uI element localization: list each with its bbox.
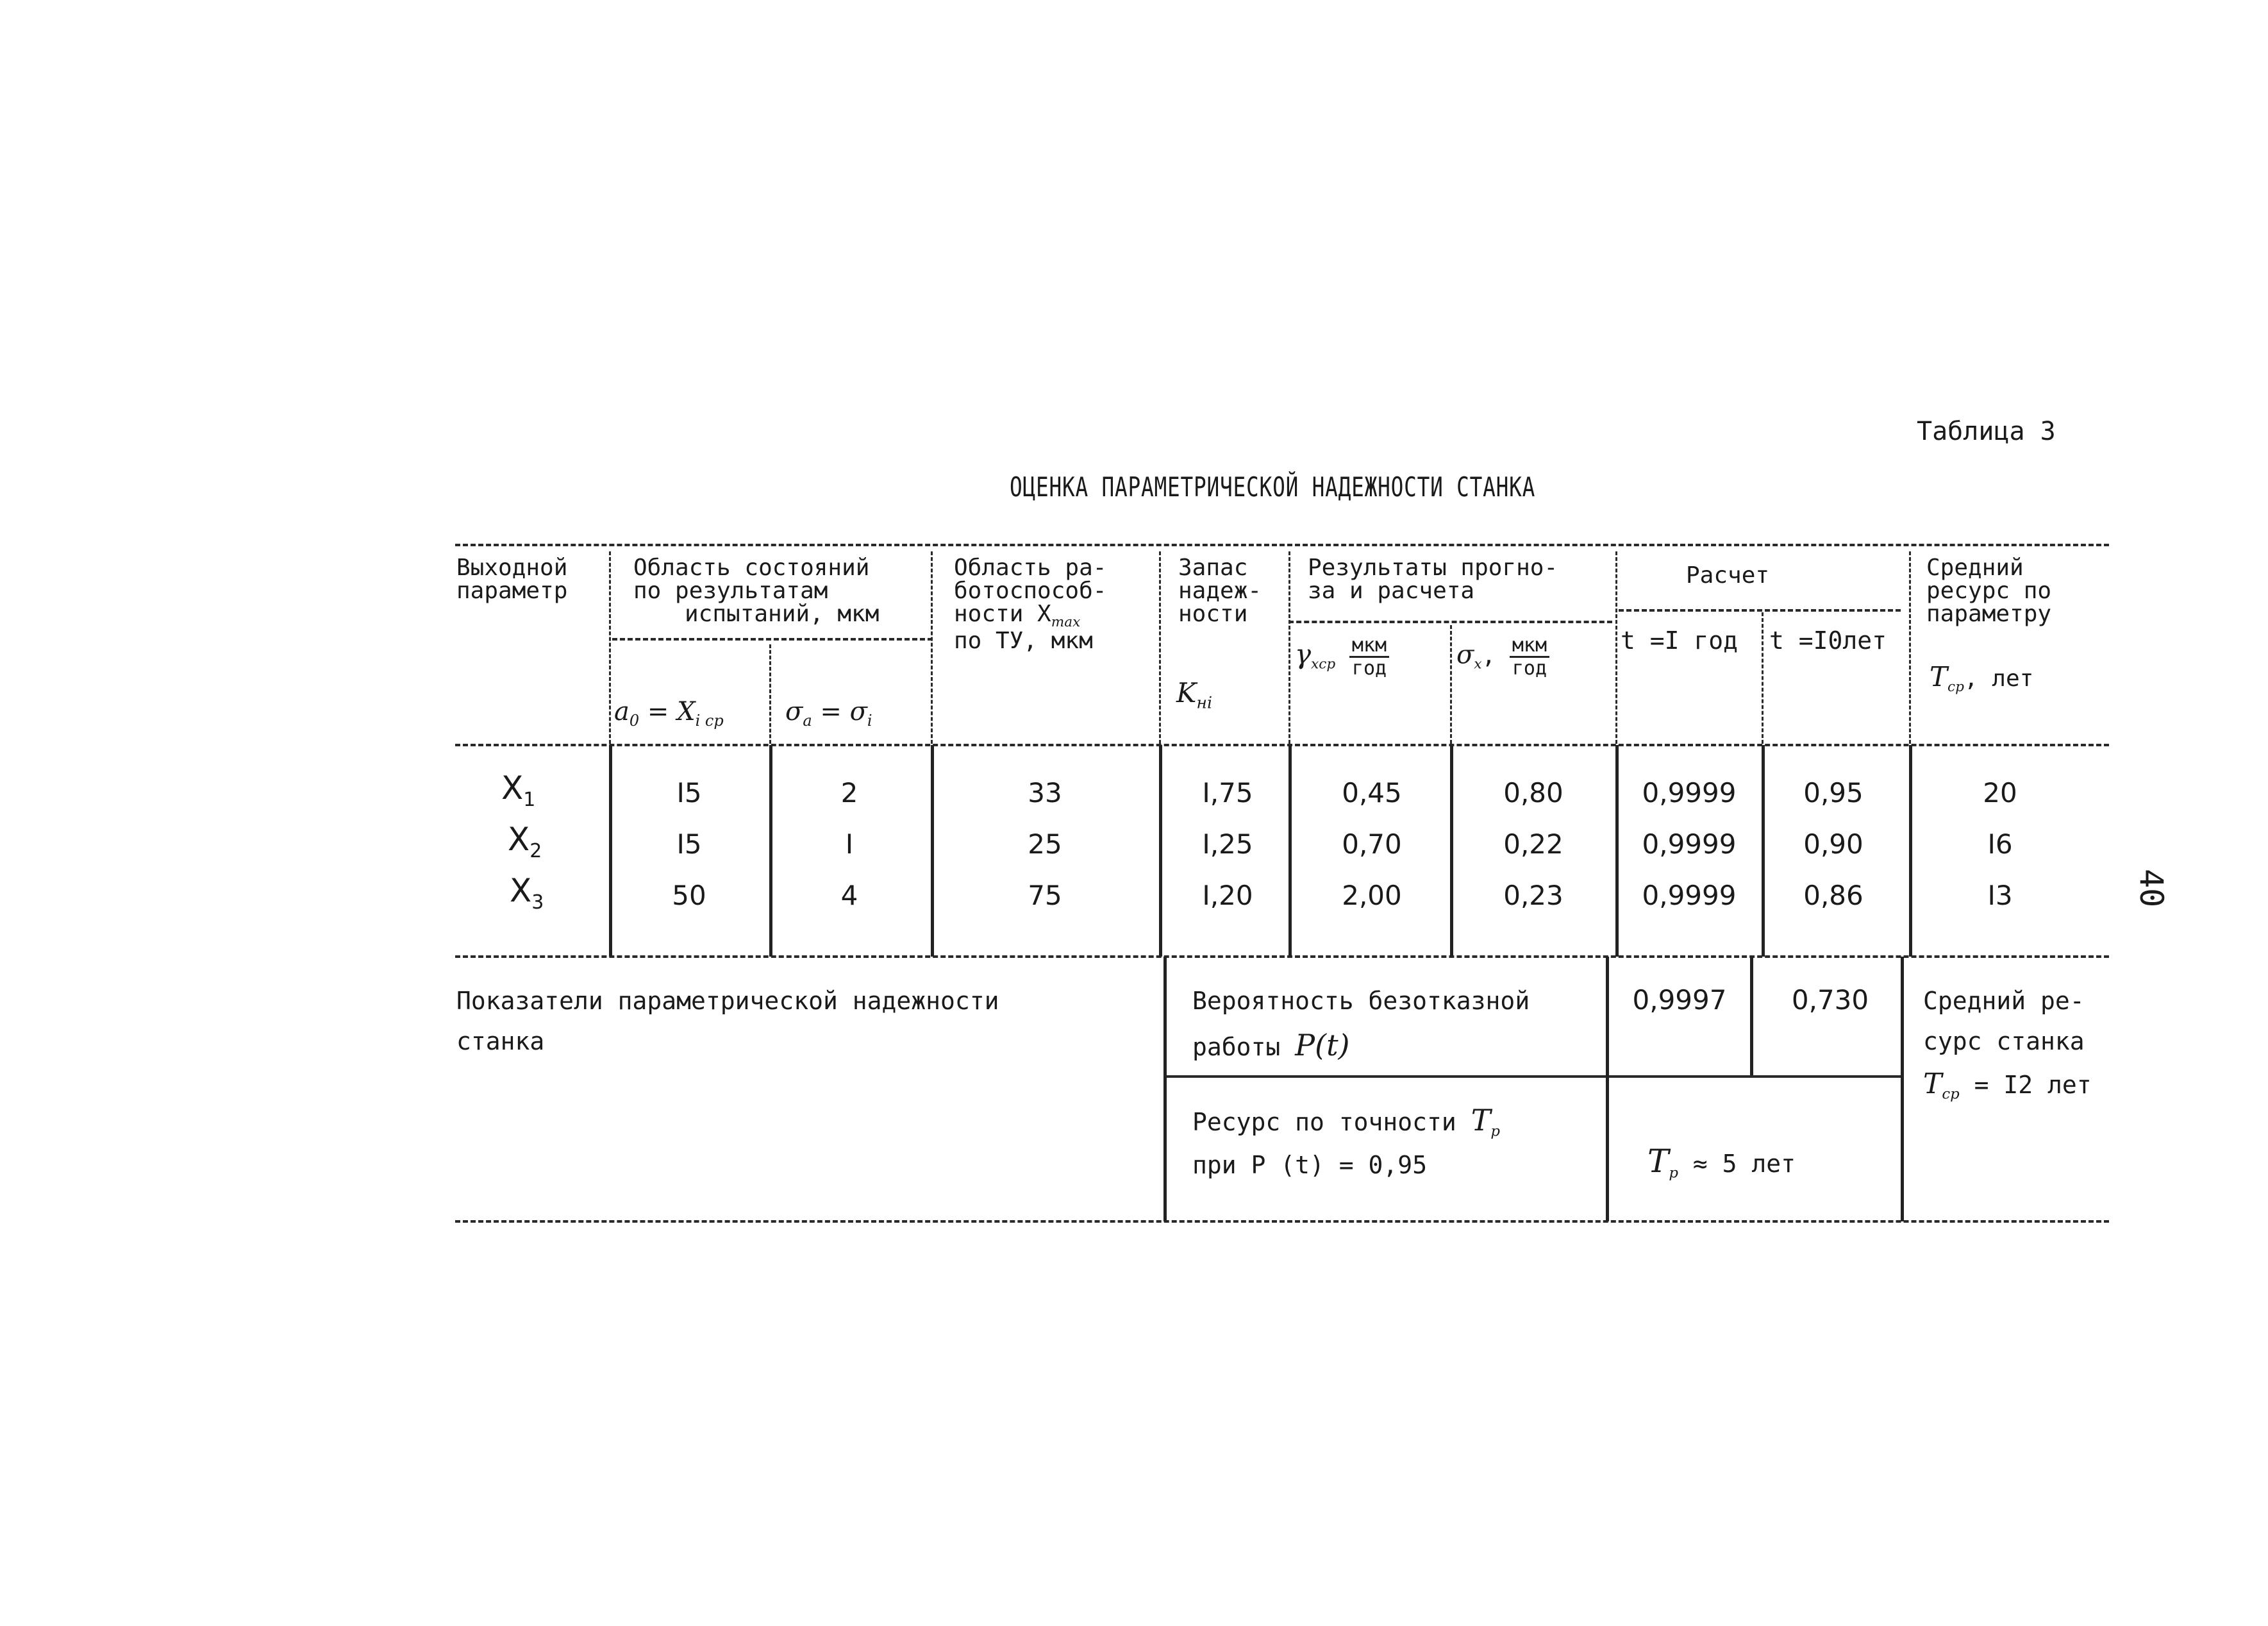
cell-gamma: 2,00 [1342, 880, 1402, 911]
rule-sub-col2 [612, 638, 933, 641]
header-col7-line3: параметру [1926, 601, 2052, 627]
header-col4-line3: ности [1178, 601, 1248, 627]
cell-sigma-x: 0,23 [1503, 880, 1563, 911]
vsep-h3 [931, 551, 933, 744]
rule-body-bottom [455, 955, 2109, 958]
summary-label [456, 981, 999, 1061]
row-label-sub: 3 [531, 891, 544, 914]
tcp-unit: , лет [1964, 666, 2034, 692]
sigma-x-sym: σ [1456, 640, 1474, 670]
header-col2-line2: по результатам [633, 578, 828, 604]
cell-gamma: 0,70 [1342, 828, 1402, 860]
probability-label [1192, 981, 1530, 1070]
tcp-sym: T [1930, 661, 1948, 692]
header-col4-line2: надеж- [1178, 578, 1262, 604]
a0-rhs: = X [647, 697, 696, 726]
resource-label-sub: p [1490, 1123, 1500, 1140]
average-resource-line2: сурс станка [1923, 1027, 2085, 1055]
probability-1-year: 0,9997 [1632, 984, 1727, 1016]
header-state-region [633, 557, 879, 626]
cell-a0: 50 [672, 880, 706, 911]
header-col5-line2: за и расчета [1308, 578, 1475, 604]
header-k-symbol [1176, 677, 1213, 712]
vsep-h2 [769, 644, 771, 744]
k-sub: нi [1196, 693, 1213, 712]
cell-sigma: 2 [840, 777, 858, 809]
header-col3-line3: ности X [954, 601, 1051, 627]
cell-sigma-x: 0,80 [1503, 777, 1563, 809]
resource-label-line2: при [1192, 1150, 1237, 1179]
vsep-h1 [609, 551, 611, 744]
vsep-b6 [1450, 745, 1453, 957]
header-tcp [1930, 661, 2034, 696]
cell-tcp: I3 [1987, 880, 2013, 911]
cell-a0: I5 [676, 777, 702, 809]
cell-k: I,75 [1202, 777, 1253, 809]
row-label-sym: X [501, 769, 524, 807]
sigma-a-sym: σ [785, 697, 803, 726]
resource-label-line1: Ресурс по точности [1192, 1108, 1456, 1136]
sigma-a-rhs-sub: i [867, 712, 872, 730]
a0-sym: a [614, 697, 630, 726]
header-output-parameter [456, 557, 567, 603]
vsep-h5 [1288, 551, 1290, 744]
cell-k: I,25 [1202, 828, 1253, 860]
gamma-unit-den: год [1351, 657, 1387, 680]
cell-gamma: 0,45 [1342, 777, 1402, 809]
header-average-resource [1926, 557, 2051, 626]
header-gamma [1295, 635, 1389, 679]
header-sigma-x: $\sigma_x$, $\frac{\text{мкм}}{\text{год}}$ [1456, 635, 1549, 679]
vsep-b3 [931, 745, 934, 957]
resource-value-sub: p [1669, 1164, 1678, 1182]
row-label-sym: X [510, 872, 532, 909]
row-label-sub: 2 [529, 840, 542, 862]
sigma-a-sub: a [803, 712, 812, 730]
average-resource-line1: Средний ре- [1923, 987, 2085, 1015]
header-operability-region [954, 557, 1106, 653]
header-sigma-a [785, 699, 872, 728]
cell-p1: 0,9999 [1642, 828, 1737, 860]
row-label-sub: 1 [523, 789, 536, 811]
rule-summary-mid [1163, 1075, 1904, 1078]
gamma-sym: γ [1295, 638, 1312, 670]
vsep-h7 [1615, 551, 1617, 744]
resource-label-formula: P (t) = 0,95 [1251, 1150, 1428, 1179]
cell-p10: 0,90 [1803, 828, 1864, 860]
gamma-unit [1349, 635, 1389, 679]
cell-sigma-x: 0,22 [1503, 828, 1563, 860]
cell-p10: 0,86 [1803, 880, 1864, 911]
average-resource [1923, 981, 2092, 1108]
cell-xmax: 25 [1028, 828, 1062, 860]
rule-sub-col6 [1619, 609, 1901, 612]
resource-label [1192, 1096, 1500, 1186]
resource-label-sym: T [1471, 1103, 1491, 1137]
k-sym: K [1176, 677, 1197, 708]
resource-value-text: ≈ 5 лет [1692, 1150, 1796, 1178]
cell-xmax: 33 [1028, 777, 1062, 809]
probability-sym: P(t) [1295, 1027, 1350, 1062]
row-label [501, 769, 535, 811]
header-calculation: Расчет [1686, 562, 1770, 589]
tcp-sub: ср [1947, 679, 1964, 696]
header-col7-line1: Средний [1926, 555, 2024, 581]
average-resource-value: = I2 лет [1974, 1071, 2092, 1100]
page-number: 40 [2133, 869, 2170, 908]
cell-sigma: I [845, 828, 854, 860]
resource-value-sym: T [1647, 1143, 1669, 1180]
gamma-sub: xср [1311, 656, 1336, 673]
header-t10: t =I0лет [1769, 626, 1887, 655]
vsep-h8 [1762, 612, 1764, 744]
summary-label-line1: Показатели параметрической надежности [456, 987, 999, 1015]
table-caption: Таблица 3 [1917, 417, 2056, 446]
sigma-x-sub: x [1474, 656, 1482, 673]
vsep-s1 [1163, 957, 1167, 1221]
cell-xmax: 75 [1028, 880, 1062, 911]
header-col3-line2: ботоспособ- [954, 578, 1107, 604]
row-label-sym: X [508, 821, 530, 858]
header-reliability-margin [1178, 557, 1262, 626]
header-col2-line1: Область состояний [633, 555, 870, 581]
header-col7-line2: ресурс по [1926, 578, 2052, 604]
probability-label-line1: Вероятность безотказной [1192, 987, 1530, 1015]
header-col3-sub: max [1051, 614, 1081, 631]
vsep-h6 [1450, 625, 1452, 744]
rule-top [455, 544, 2109, 546]
rule-sub-col5 [1288, 621, 1612, 623]
a0-rhs-sub: i ср [695, 712, 724, 730]
header-col1-line1: Выходной [456, 555, 568, 581]
header-col3-line4: по ТУ, мкм [954, 627, 1093, 654]
sigma-x-unit [1510, 635, 1549, 679]
sigma-a-rhs: = σ [820, 697, 867, 726]
cell-p1: 0,9999 [1642, 777, 1737, 809]
probability-label-line2: работы [1192, 1032, 1281, 1061]
header-col3-line1: Область ра- [954, 555, 1107, 581]
cell-p1: 0,9999 [1642, 880, 1737, 911]
row-label [510, 872, 544, 914]
row-label [508, 821, 542, 862]
cell-tcp: 20 [1983, 777, 2017, 809]
vsep-h4 [1159, 551, 1161, 744]
probability-10-years: 0,730 [1791, 984, 1869, 1016]
table-title: ОЦЕНКА ПАРАМЕТРИЧЕСКОЙ НАДЕЖНОСТИ СТАНКА [1010, 471, 1536, 503]
a0-sub: 0 [629, 712, 640, 730]
average-resource-sym: T [1923, 1068, 1942, 1101]
average-resource-sub: ср [1942, 1085, 1960, 1103]
vsep-h9 [1909, 551, 1911, 744]
sigma-x-unit-num: мкм [1510, 635, 1549, 658]
header-forecast-results [1308, 557, 1558, 603]
cell-tcp: I6 [1987, 828, 2013, 860]
cell-k: I,20 [1202, 880, 1253, 911]
header-a0 [614, 699, 724, 728]
cell-a0: I5 [676, 828, 702, 860]
resource-value [1647, 1135, 1796, 1188]
header-col1-line2: параметр [456, 578, 568, 604]
cell-sigma: 4 [840, 880, 858, 911]
header-col5-line1: Результаты прогно- [1308, 555, 1558, 581]
cell-p10: 0,95 [1803, 777, 1864, 809]
summary-label-line2: станка [456, 1027, 545, 1055]
rule-bottom [455, 1220, 2109, 1223]
header-t1: t =I год [1621, 626, 1739, 655]
gamma-unit-num: мкм [1349, 635, 1389, 658]
header-col4-line1: Запас [1178, 555, 1248, 581]
vsep-s3 [1750, 957, 1753, 1075]
rule-header-bottom [455, 744, 2109, 746]
sigma-x-unit-den: год [1512, 657, 1547, 680]
header-col2-line3: испытаний, мкм [685, 601, 880, 627]
